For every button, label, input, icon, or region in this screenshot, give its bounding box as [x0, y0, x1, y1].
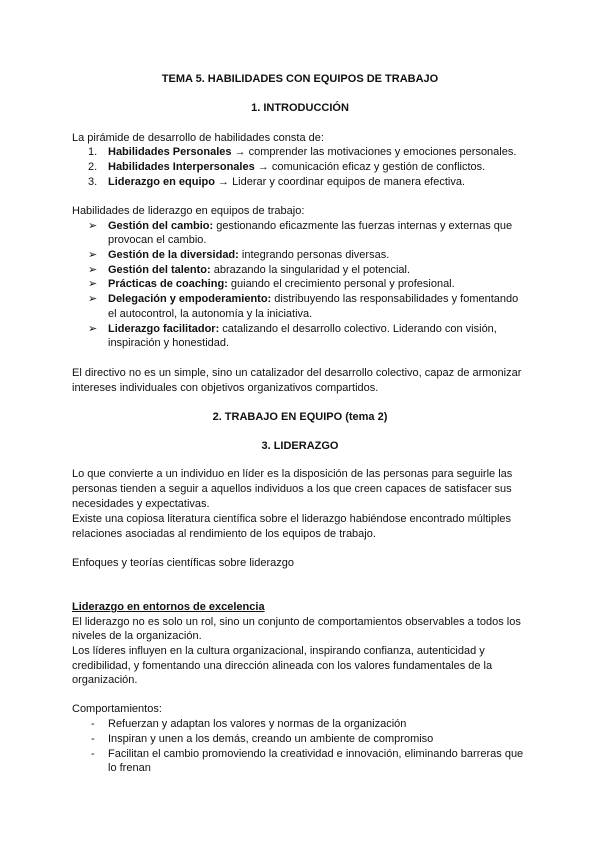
arrow-bullet-icon: ➢	[88, 220, 98, 232]
list-item: Gestión de la diversidad: integrando personas diversas.	[108, 249, 390, 261]
paragraph-line: Lo que convierte a un individuo en líder es la disposición de las personas para seguirle las	[72, 468, 513, 480]
list-item-continuation: el autocontrol, la autonomía y la iniciativa.	[108, 308, 313, 320]
list-item-continuation: lo frenan	[108, 762, 151, 774]
list-item: Liderazgo facilitador: catalizando el desarrollo colectivo. Liderando con visión,	[108, 323, 497, 335]
intro-paragraph: La pirámide de desarrollo de habilidades consta de:	[72, 132, 324, 144]
arrow-bullet-icon: ➢	[88, 293, 98, 305]
document-title: TEMA 5. HABILIDADES CON EQUIPOS DE TRABAJO	[161, 73, 439, 85]
paragraph-line: organización.	[72, 674, 138, 686]
arrow-bullet-icon: ➢	[88, 278, 98, 290]
dash-bullet: -	[91, 718, 95, 730]
paragraph-line: relaciones asociadas al rendimiento de los equipos de trabajo.	[72, 528, 376, 540]
heading-introduccion: 1. INTRODUCCIÓN	[251, 102, 349, 114]
paragraph-line: intereses individuales con objetivos organizativos compartidos.	[72, 382, 379, 394]
paragraph-line: Los líderes influyen en la cultura organizacional, inspirando confianza, autenticidad y	[72, 645, 485, 657]
list-item: Habilidades Interpersonales → comunicación eficaz y gestión de conflictos.	[108, 161, 486, 173]
list-item: Facilitan el cambio promoviendo la creatividad e innovación, eliminando barreras que	[108, 748, 524, 760]
paragraph-line: personas tienden a seguir a aquellos individuos a los que creen capaces de satisfacer sus	[72, 483, 512, 495]
comportamientos-intro: Comportamientos:	[72, 703, 162, 715]
list-item: Refuerzan y adaptan los valores y normas de la organización	[108, 718, 407, 730]
paragraph-line: Existe una copiosa literatura científica sobre el liderazgo habiéndose encontrado múltiples	[72, 513, 512, 525]
list-item: Prácticas de coaching: guiando el crecimiento personal y profesional.	[108, 278, 455, 290]
arrow-bullet-icon: ➢	[88, 249, 98, 261]
heading-trabajo-en-equipo: 2. TRABAJO EN EQUIPO (tema 2)	[212, 411, 388, 423]
list-number: 3.	[88, 176, 98, 188]
paragraph-line: El liderazgo no es solo un rol, sino un conjunto de comportamientos observables a todos los	[72, 616, 521, 628]
paragraph-line: niveles de la organización.	[72, 630, 202, 642]
list-number: 1.	[88, 146, 98, 158]
list-number: 2.	[88, 161, 98, 173]
heading-liderazgo: 3. LIDERAZGO	[261, 440, 339, 452]
list-item: Habilidades Personales → comprender las motivaciones y emociones personales.	[108, 146, 517, 158]
dash-bullet: -	[91, 748, 95, 760]
excelencia-heading: Liderazgo en entornos de excelencia	[72, 601, 265, 613]
paragraph-line: credibilidad, y fomentando una dirección alineada con los valores fundamentales de la	[72, 660, 493, 672]
list-item: Liderazgo en equipo → Liderar y coordinar equipos de manera efectiva.	[108, 176, 466, 188]
paragraph-line: necesidades y expectativas.	[72, 498, 210, 510]
arrow-bullet-icon: ➢	[88, 323, 98, 335]
dash-bullet: -	[91, 733, 95, 745]
list-item: Gestión del talento: abrazando la singularidad y el potencial.	[108, 264, 411, 276]
list-item: Inspiran y unen a los demás, creando un ambiente de compromiso	[108, 733, 434, 745]
list-item: Delegación y empoderamiento: distribuyendo las responsabilidades y fomentando	[108, 293, 519, 305]
list-item: Gestión del cambio: gestionando eficazmente las fuerzas internas y externas que	[108, 220, 513, 232]
list-item-continuation: provocan el cambio.	[108, 234, 207, 246]
skills-intro: Habilidades de liderazgo en equipos de trabajo:	[72, 205, 305, 217]
arrow-bullet-icon: ➢	[88, 264, 98, 276]
enfoques-line: Enfoques y teorías científicas sobre liderazgo	[72, 557, 294, 569]
paragraph-line: El directivo no es un simple, sino un catalizador del desarrollo colectivo, capaz de armonizar	[72, 367, 522, 379]
list-item-continuation: inspiración y honestidad.	[108, 337, 230, 349]
